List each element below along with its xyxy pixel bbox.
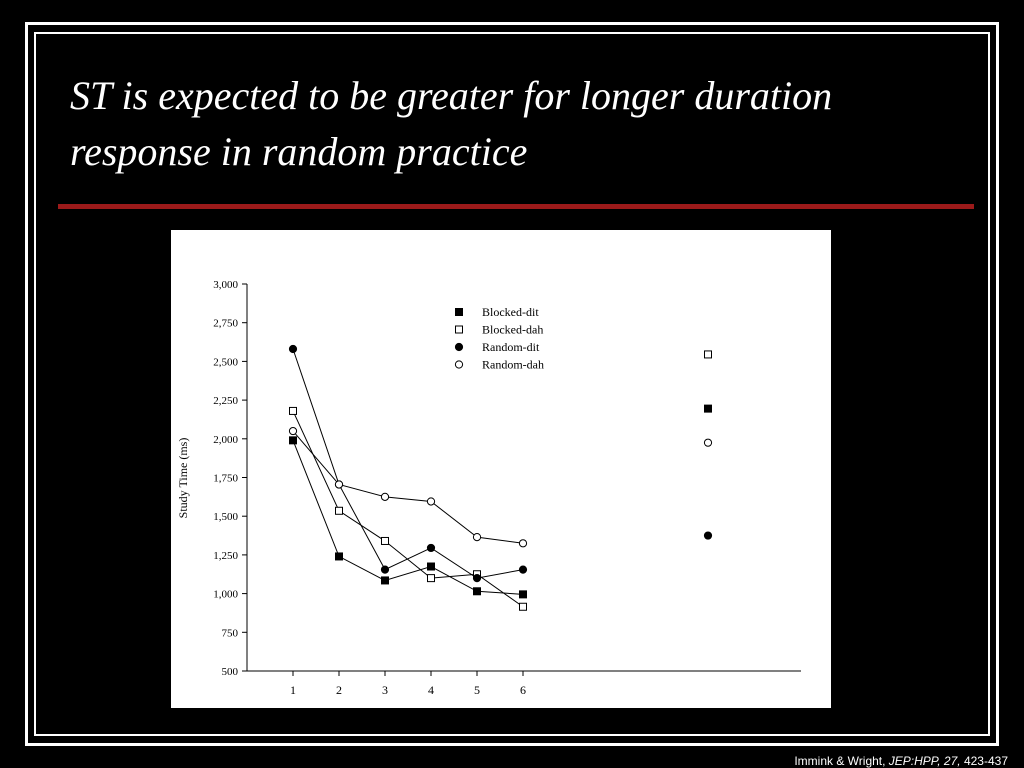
legend-marker-blocked-dit bbox=[456, 309, 463, 316]
data-point-random-dah bbox=[427, 498, 434, 505]
slide-title bbox=[70, 68, 970, 180]
data-point-blocked-dit bbox=[520, 591, 527, 598]
data-point-random-dit bbox=[289, 345, 296, 352]
x-tick-label: 5 bbox=[474, 683, 480, 697]
data-point-random-dit bbox=[519, 566, 526, 573]
data-point-blocked-dah bbox=[290, 407, 297, 414]
citation-authors: Immink & Wright, bbox=[794, 754, 889, 768]
data-point-blocked-dah bbox=[520, 603, 527, 610]
data-point-random-dah bbox=[335, 481, 342, 488]
slide-title-line-1: ST is expected to be greater for longer duration bbox=[70, 73, 833, 118]
data-point-random-dah bbox=[381, 493, 388, 500]
y-tick-label: 1,000 bbox=[213, 588, 238, 601]
legend-label-blocked-dit: Blocked-dit bbox=[482, 305, 539, 319]
chart-panel bbox=[171, 230, 831, 708]
data-point-blocked-dit bbox=[474, 588, 481, 595]
extra-point-random-dit bbox=[704, 532, 711, 539]
data-point-random-dit bbox=[473, 575, 480, 582]
y-tick-label: 2,750 bbox=[213, 317, 238, 330]
series-line-random-dit bbox=[293, 349, 523, 578]
y-tick-label: 3,000 bbox=[213, 279, 238, 291]
x-axis-ticks bbox=[290, 671, 526, 697]
legend-marker-random-dit bbox=[455, 343, 462, 350]
legend-label-blocked-dah: Blocked-dah bbox=[482, 322, 544, 337]
data-point-random-dit bbox=[427, 544, 434, 551]
y-tick-label: 1,250 bbox=[213, 549, 238, 562]
slide-title-line-2: response in random practice bbox=[70, 129, 528, 174]
study-time-chart bbox=[171, 230, 831, 708]
y-tick-label: 500 bbox=[221, 666, 238, 678]
data-point-random-dah bbox=[519, 540, 526, 547]
legend-marker-random-dah bbox=[455, 361, 462, 368]
y-tick-label: 2,250 bbox=[213, 395, 238, 408]
series-line-blocked-dah bbox=[293, 411, 523, 607]
x-tick-label: 3 bbox=[382, 683, 388, 697]
chart-legend bbox=[455, 305, 544, 372]
y-tick-label: 2,000 bbox=[213, 433, 238, 446]
legend-label-random-dah: Random-dah bbox=[482, 357, 544, 372]
x-tick-label: 2 bbox=[336, 683, 342, 697]
y-tick-label: 1,750 bbox=[213, 472, 238, 485]
series-lines bbox=[293, 349, 523, 607]
extra-point-random-dah bbox=[704, 439, 711, 446]
x-tick-label: 4 bbox=[428, 683, 434, 697]
data-point-random-dah bbox=[289, 427, 296, 434]
x-tick-label: 6 bbox=[520, 683, 526, 697]
data-point-blocked-dit bbox=[336, 553, 343, 560]
data-point-blocked-dah bbox=[336, 507, 343, 514]
title-divider bbox=[58, 204, 974, 209]
y-axis-label: Study Time (ms) bbox=[176, 437, 190, 519]
data-point-blocked-dit bbox=[290, 437, 297, 444]
y-tick-label: 750 bbox=[221, 627, 238, 640]
data-point-blocked-dah bbox=[382, 537, 389, 544]
extra-point-blocked-dah bbox=[705, 351, 712, 358]
y-axis-ticks bbox=[213, 279, 247, 678]
data-point-blocked-dah bbox=[428, 575, 435, 582]
citation bbox=[794, 754, 1008, 768]
series-points bbox=[289, 345, 711, 610]
extra-point-blocked-dit bbox=[705, 405, 712, 412]
y-tick-label: 1,500 bbox=[213, 511, 238, 524]
data-point-blocked-dit bbox=[428, 563, 435, 570]
citation-journal: JEP:HPP, 27, bbox=[888, 754, 961, 768]
legend-marker-blocked-dah bbox=[456, 326, 463, 333]
y-tick-label: 2,500 bbox=[213, 356, 238, 369]
series-line-blocked-dit bbox=[293, 440, 523, 594]
data-point-blocked-dit bbox=[382, 577, 389, 584]
citation-pages: 423-437 bbox=[960, 754, 1008, 768]
data-point-random-dah bbox=[473, 533, 480, 540]
x-tick-label: 1 bbox=[290, 683, 296, 697]
data-point-random-dit bbox=[381, 566, 388, 573]
legend-label-random-dit: Random-dit bbox=[482, 340, 540, 354]
